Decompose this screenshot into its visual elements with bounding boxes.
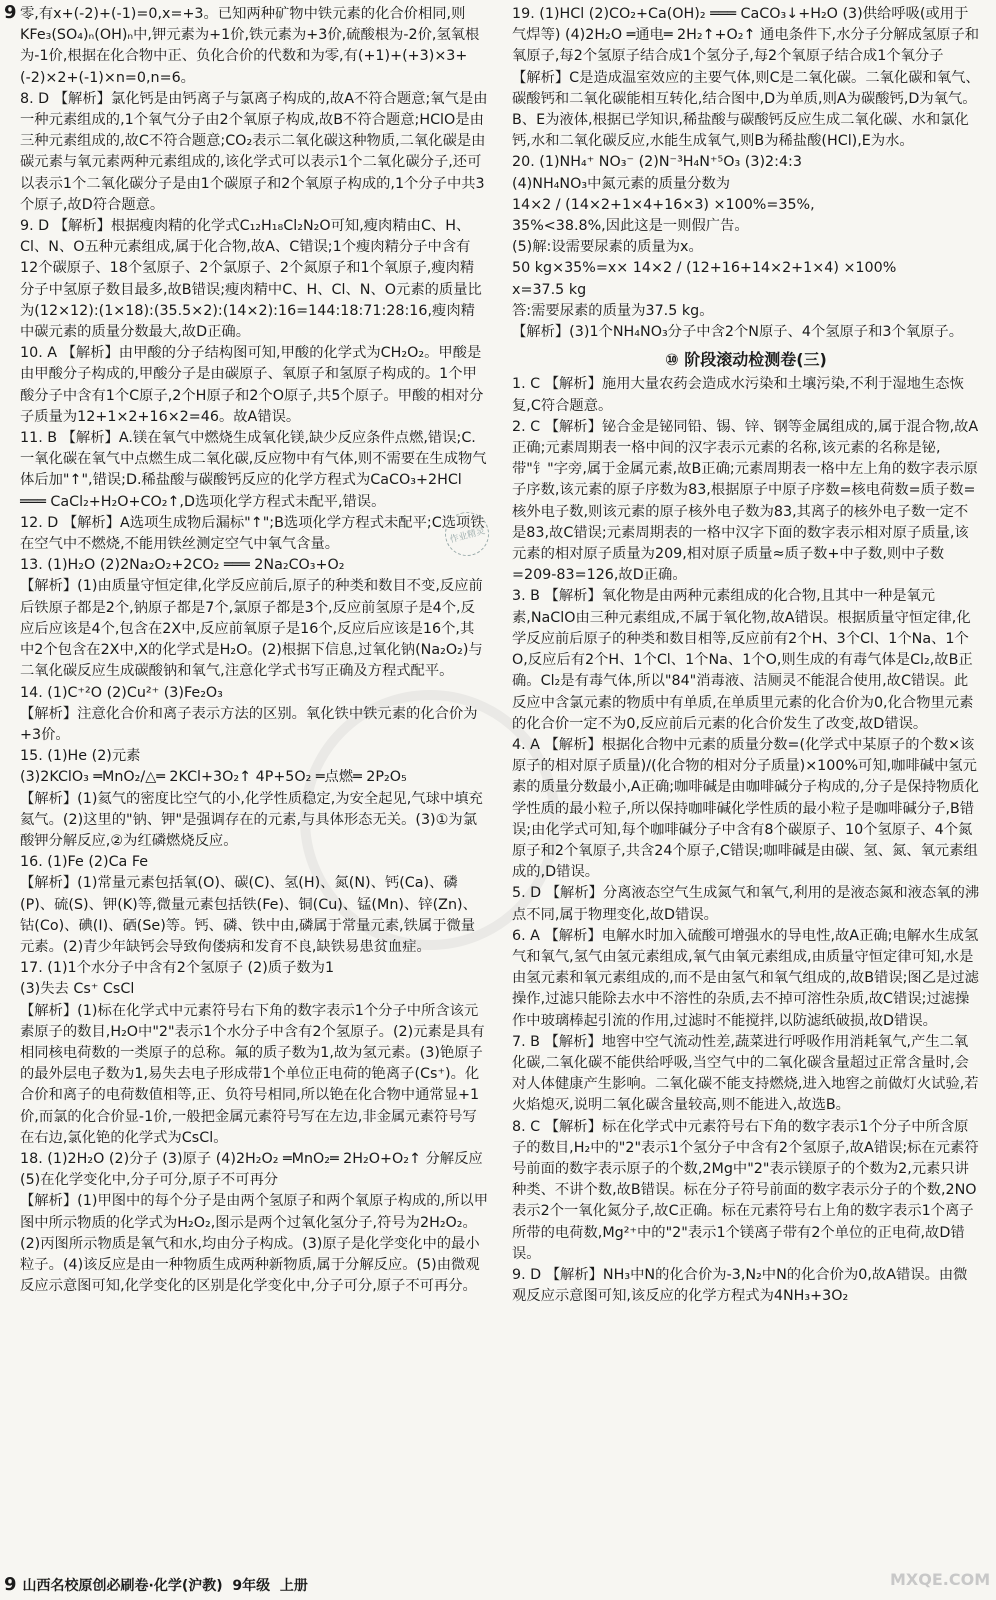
paragraph: 7. B 【解析】地窖中空气流动性差,蔬菜进行呼吸作用消耗氧气,产生二氧化碳,二氧化碳不能供给呼吸,当空气中的二氧化碳含量超过正常含量时,会对人体健康产生影响。二氧化碳不能支持燃烧,进入地窖之前做灯火试验,若火焰熄灭,说明二氧化碳含量较高,则不能进入,故选B。 <box>512 1033 979 1114</box>
paragraph: 17. (1)1个水分子中含有2个氢原子 (2)质子数为1 <box>20 960 335 977</box>
paragraph: 【解析】C是造成温室效应的主要气体,则C是二氧化碳。二氧化碳和氧气、碳酸钙和二氧化碳能相互转化,结合图中,D为单质,则A为碳酸钙,D为氧气。B、E为液体,根据已学知识,稀盐酸与碳酸钙反应生成二氧化碳、水和氯化钙,水和二氧化碳反应,水能生成氧气,则B为稀盐酸(HCl),E为水。 <box>512 69 980 150</box>
paragraph: 12. D 【解析】A选项生成物后漏标"↑";B选项化学方程式未配平;C选项铁在空气中不燃烧,不能用铁丝测定空气中氧气含量。 <box>20 514 485 553</box>
paragraph: 15. (1)He (2)元素 <box>20 748 141 765</box>
paragraph: 11. B 【解析】A.镁在氧气中燃烧生成氧化镁,缺少反应条件点燃,错误;C.一氧化碳在氧气中点燃生成二氧化碳,反应物中有气体,则不需要在生成物气体后加"↑",错误;D.稀盐酸与碳酸钙反应的化学方程式为CaCO₃+2HCl ═══ CaCl₂+H₂O+CO₂↑,D选项化学方程式未配平,错误。 <box>20 430 487 510</box>
paragraph: 19. (1)HCl (2)CO₂+Ca(OH)₂ ═══ CaCO₃↓+H₂O (3)供给呼吸(或用于气焊等) (4)2H₂O ═通电═ 2H₂↑+O₂↑ 通电条件下,水分子分解成氢原子和氧原子,每2个氢原子结合成1个氢分子,每2个氧原子结合成1个氧分子 <box>512 6 980 65</box>
paragraph: 6. A 【解析】电解水时加入硫酸可增强水的导电性,故A正确;电解水生成氢气和氧气,氢气由氢元素组成,氧气由氧元素组成,由质量守恒定律可知,水是由氢元素和氧元素组成的,而不是由氢气和氧气组成的,故B错误;图乙是过滤操作,过滤只能除去水中不溶性的杂质,去不掉可溶性杂质,故C错误;过滤操作中玻璃棒起引流的作用,过滤时不能搅拌,以防滤纸破损,故D错误。 <box>512 927 979 1029</box>
paragraph: 3. B 【解析】氧化物是由两种元素组成的化合物,且其中一种是氧元素,NaClO由三种元素组成,不属于氧化物,故A错误。根据质量守恒定律,化学反应前后原子的种类和数目相等,反应前有2个H、3个Cl、1个Na、1个O,反应后有2个H、1个Cl、1个Na、1个O,则生成的有毒气体是Cl₂,故B正确。Cl₂是有毒气体,所以"84"消毒液、洁厕灵不能混合使用,故C错误。此反应中含氯元素的物质中有单质,在单质里元素的化合价为0,化合物里元素的化合价一定不为0,反应前后元素的化合价发生了改变,故D错误。 <box>512 588 974 732</box>
paragraph: 2. C 【解析】铋合金是铋同铅、锡、锌、钢等金属组成的,属于混合物,故A正确;元素周期表一格中间的汉字表示元素的名称,该元素的名称是铋,带"钅"字旁,属于金属元素,故B正确;元素周期表一格中左上角的数字表示原子序数,该元素的原子序数为83,根据原子中原子序数=核电荷数=质子数=核外电子数,则该元素的原子核外电子数为83,其离子的核外电子数一定不是83,故C错误;元素周期表的一格中汉字下面的数字表示相对原子质量,该元素的相对原子质量为209,相对原子质量≈质子数+中子数,则中子数=209-83=126,故D正确。 <box>512 418 979 584</box>
paragraph: 【解析】(1)标在化学式中元素符号右下角的数字表示1个分子中所含该元素原子的数目,H₂O中"2"表示1个水分子中含有2个氢原子。(2)元素是具有相同核电荷数的一类原子的总称。氟的质子数为1,故为氢元素。(3)铯原子的最外层电子数为1,易失去电子形成带1个单位正电荷的铯离子(Cs⁺)。化合价和离子的电荷数值相等,正、负符号相同,所以铯在化合物中通常显+1价,而氯的化合价显-1价,一般把金属元素符号写在左边,非金属元素符号写在右边,氯化铯的化学式为CsCl。 <box>20 1002 485 1146</box>
paragraph: (4)NH₄NO₃中氮元素的质量分数为 <box>512 175 731 192</box>
paragraph: 【解析】注意化合价和离子表示方法的区别。氧化铁中铁元素的化合价为+3价。 <box>20 705 478 743</box>
paragraph: 5. D 【解析】分离液态空气生成氮气和氧气,利用的是液态氮和液态氧的沸点不同,属于物理变化,故D错误。 <box>512 885 980 923</box>
paragraph: 【解析】(1)由质量守恒定律,化学反应前后,原子的种类和数目不变,反应前后铁原子都是2个,钠原子都是7个,氯原子都是3个,反应前氢原子是4个,反应后应该是4个,包含在2X中,反应前氧原子是16个,反应后应该是16个,其中2个包含在2X中,X的化学式是H₂O。(2)根据下信息,过氧化钠(Na₂O₂)与二氧化碳反应生成碳酸钠和氧气,注意化学式书写正确及方程式配平。 <box>20 578 483 680</box>
paragraph: 8. C 【解析】标在化学式中元素符号右下角的数字表示1个分子中所含原子的数目,H₂中的"2"表示1个氢分子中含有2个氢原子,故A错误;标在元素符号前面的数字表示原子的个数,2Mg中"2"表示镁原子的个数为2,元素只讲种类、不讲个数,故B错误。标在分子符号前面的数字表示分子的个数,2NO表示2个一氧化氮分子,故C正确。标在元素符号右上角的数字表示1个离子所带的电荷数,Mg²⁺中的"2"表示1个镁离子带有2个单位的正电荷,故D错误。 <box>512 1118 979 1262</box>
paragraph: 【解析】(1)常量元素包括氧(O)、碳(C)、氢(H)、氮(N)、钙(Ca)、磷(P)、硫(S)、钾(K)等,微量元素包括铁(Fe)、铜(Cu)、锰(Mn)、锌(Zn)、钴(Co)、碘(I)、硒(Se)等。钙、磷、铁中由,磷属于常量元素,铁属于微量元素。(2)青少年缺钙会导致佝偻病和发育不良,缺铁易患贫血症。 <box>20 875 477 955</box>
paragraph: 答:需要尿素的质量为37.5 kg。 <box>512 302 714 319</box>
paragraph: 9. D 【解析】NH₃中N的化合价为-3,N₂中N的化合价为0,故A错误。由微观反应示意图可知,该反应的化学方程式为4NH₃+3O₂ <box>512 1266 968 1305</box>
paragraph: (3)2KClO₃ ═MnO₂/△═ 2KCl+3O₂↑ 4P+5O₂ ═点燃═ 2P₂O₅ <box>20 769 407 786</box>
paragraph: 零,有x+(-2)+(-1)=0,x=+3。已知两种矿物中铁元素的化合价相同,则KFe₃(SO₄)ₙ(OH)ₙ中,钾元素为+1价,铁元素为+3价,硫酸根为-2价,氢氧根为-1价,根据在化合物中正、负化合价的代数和为零,有(+1)+(+3)×3+(-2)×2+(-1)×n=0,n=6。 <box>20 6 480 86</box>
footer-page-number: 9 <box>4 1574 17 1595</box>
paragraph: 【解析】(3)1个NH₄NO₃分子中含2个N原子、4个氢原子和3个氧原子。 <box>512 324 964 341</box>
paragraph: 8. D 【解析】氯化钙是由钙离子与氯离子构成的,故A不符合题意;氧气是由一种元素组成的,1个氧气分子由2个氧原子构成,故B不符合题意;HClO是由三种元素组成的,故C不符合题意;CO₂表示二氧化碳这种物质,二氧化碳是由碳元素与氧元素两种元素组成的,该化学式可以表示1个二氧化碳分子,还可以表示1个二氧化碳分子是由1个碳原子和2个氧原子构成的,1个分子中共3个原子,故D符合题意。 <box>20 90 488 213</box>
paragraph: 14×2 / (14×2+1×4+16×3) ×100%=35%, <box>512 196 815 213</box>
paragraph: 9. D 【解析】根据瘦肉精的化学式C₁₂H₁₈Cl₂N₂O可知,瘦肉精由C、H、Cl、N、O五种元素组成,属于化合物,故A、C错误;1个瘦肉精分子中含有12个碳原子、18个氢原子、2个氯原子、2个氮原子和1个氧原子,瘦肉精分子中氢原子数目最多,故B错误;瘦肉精中C、H、Cl、N、O元素的质量比为(12×12):(1×18):(35.5×2):(14×2):16=144:18:71:28:16,瘦肉精中碳元素的质量分数最大,故D正确。 <box>20 218 482 341</box>
paragraph: (3)失去 Cs⁺ CsCl <box>20 981 135 998</box>
paragraph: 13. (1)H₂O (2)2Na₂O₂+2CO₂ ═══ 2Na₂CO₃+O₂ <box>20 557 345 574</box>
section-title: ⑩ 阶段滚动检测卷(三) <box>665 350 827 370</box>
paragraph: x=37.5 kg <box>512 281 587 298</box>
right-column <box>512 4 980 1307</box>
paragraph: 35%<38.8%,因此这是一则假广告。 <box>512 218 749 235</box>
paragraph: 20. (1)NH₄⁺ NO₃⁻ (2)N⁻³H₄N⁺⁵O₃ (3)2:4:3 <box>512 154 802 171</box>
footer-text: 山西名校原创必刷卷·化学(沪教) 9年级 上册 <box>22 1578 308 1594</box>
paragraph: 16. (1)Fe (2)Ca Fe <box>20 854 149 871</box>
paragraph: 4. A 【解析】根据化合物中元素的质量分数=(化学式中某原子的个数×该原子的相对原子质量)/(化合物的相对分子质量)×100%可知,咖啡碱中氢元素的质量分数最小,A正确;咖啡碱是由咖啡碱分子构成的,分子是保持物质化学性质的最小粒子,所以保持咖啡碱化学性质的最小粒子是咖啡碱分子,B错误;由化学式可知,每个咖啡碱分子中含有8个碳原子、10个氢原子、4个氮原子和2个氧原子,共含24个原子,C错误;咖啡碱是由碳、氢、氮、氧元素组成的,D错误。 <box>512 736 979 881</box>
paragraph: 50 kg×35%=x× 14×2 / (12+16+14×2+1×4) ×100% <box>512 260 897 277</box>
stamp: 作业精灵 <box>440 507 494 561</box>
paragraph: (5)解:设需要尿素的质量为x。 <box>512 239 703 256</box>
site-watermark: MXQE.COM <box>890 1570 991 1589</box>
footer <box>4 1574 308 1595</box>
paragraph: 【解析】(1)氦气的密度比空气的小,化学性质稳定,为安全起见,气球中填充氦气。(2)这里的"钠、钾"是强调存在的元素,与具体形态无关。(3)①为氯酸钾分解反应,②为红磷燃烧反应。 <box>20 790 483 849</box>
paragraph: 18. (1)2H₂O (2)分子 (3)原子 (4)2H₂O₂ ═MnO₂═ 2H₂O+O₂↑ 分解反应 (5)在化学变化中,分子可分,原子不可再分 <box>20 1150 483 1189</box>
paragraph: 14. (1)C⁺²O (2)Cu²⁺ (3)Fe₂O₃ <box>20 684 223 701</box>
paragraph: 1. C 【解析】施用大量农药会造成水污染和土壤污染,不利于湿地生态恢复,C符合题意。 <box>512 376 964 414</box>
paragraph: 10. A 【解析】由甲酸的分子结构图可知,甲酸的化学式为CH₂O₂。甲酸是由甲酸分子构成的,甲酸分子是由碳原子、氧原子和氢原子构成的。1个甲酸分子中含有1个C原子,2个H原子和2个O原子,共5个原子。甲酸的相对分子质量为12+1×2+16×2=46。故A错误。 <box>20 345 484 425</box>
page-number: 9 <box>4 2 17 23</box>
paragraph: 【解析】(1)甲图中的每个分子是由两个氢原子和两个氧原子构成的,所以甲图中所示物质的化学式为H₂O₂,图示是两个过氧化氢分子,符号为2H₂O₂。(2)丙图所示物质是氧气和水,均由分子构成。(3)原子是化学变化中的最小粒子。(4)该反应是由一种物质生成两种新物质,属于分解反应。(5)由微观反应示意图可知,化学变化的区别是化学变化中,分子可分,原子不可再分。 <box>20 1193 488 1295</box>
left-column <box>20 4 488 1297</box>
